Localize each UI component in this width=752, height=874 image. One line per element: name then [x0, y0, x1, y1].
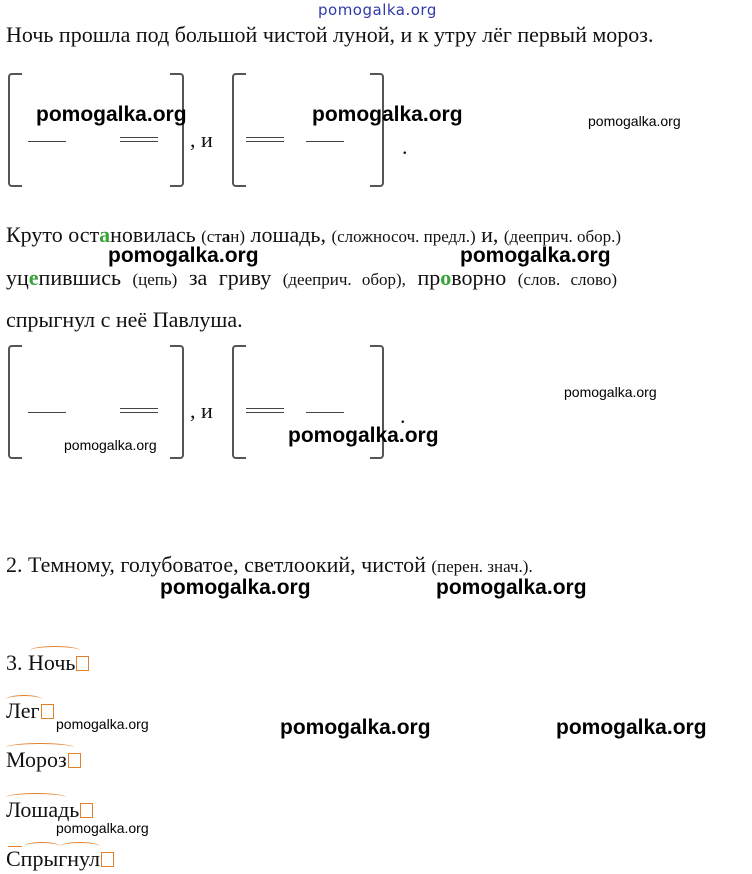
- root-arc-icon: [6, 743, 74, 752]
- watermark: pomogalka.org: [312, 103, 463, 126]
- root-arc-icon: [6, 695, 42, 704]
- bracket-left: [8, 73, 22, 187]
- predicate-line: [120, 137, 158, 142]
- subject-line: [28, 141, 66, 142]
- bracket-left: [232, 73, 246, 187]
- ending-icon: [68, 753, 81, 768]
- sentence-1: Ночь прошла под большой чистой луной, и к утру лёг первый мороз.: [6, 22, 654, 47]
- bracket-left: [8, 345, 22, 459]
- watermark: pomogalka.org: [64, 437, 157, 453]
- task-3-word-2: Лег: [6, 698, 54, 724]
- sentence-2-line-2: уцепившись (цепь) за гриву (дееприч. обор), проворно (слов. слово): [6, 265, 618, 290]
- conjunction-and: , и: [190, 398, 213, 423]
- sentence-2-line-1: Круто остановилась (стан) лошадь, (сложносоч. предл.) и, (дееприч. обор.): [6, 222, 622, 247]
- task-3-word-4: Лошадь: [6, 797, 93, 823]
- suffix-arc-icon: [60, 842, 100, 851]
- ending-icon: [41, 704, 54, 719]
- prefix-icon: [8, 846, 22, 847]
- root-arc-icon: [30, 646, 80, 655]
- subject-line: [306, 412, 344, 413]
- conjunction-and: , и: [190, 127, 213, 152]
- watermark: pomogalka.org: [160, 576, 311, 599]
- watermark: pomogalka.org: [56, 716, 149, 732]
- sentence-2-line-3: спрыгнул с неё Павлуша.: [6, 307, 243, 332]
- task-3-word-3: Мороз: [6, 747, 81, 773]
- bracket-left: [232, 345, 246, 459]
- bracket-right: [370, 73, 384, 187]
- task-3-word-1: 3. Ночь: [6, 650, 89, 676]
- watermark: pomogalka.org: [436, 576, 587, 599]
- watermark: pomogalka.org: [460, 244, 611, 267]
- scheme-period: .: [402, 134, 408, 159]
- ending-icon: [101, 852, 114, 867]
- watermark: pomogalka.org: [280, 716, 431, 739]
- watermark: pomogalka.org: [56, 820, 149, 836]
- predicate-line: [246, 408, 284, 413]
- watermark: pomogalka.org: [288, 424, 439, 447]
- site-header-logo[interactable]: pomogalka.org: [318, 1, 437, 19]
- predicate-line: [120, 408, 158, 413]
- watermark: pomogalka.org: [564, 384, 657, 400]
- root-arc-icon: [6, 793, 66, 802]
- watermark: pomogalka.org: [588, 113, 681, 129]
- root-arc-icon: [24, 842, 60, 851]
- task-3-word-5: Спрыгнул: [6, 846, 114, 872]
- subject-line: [28, 412, 66, 413]
- subject-line: [306, 141, 344, 142]
- watermark: pomogalka.org: [108, 244, 259, 267]
- bracket-right: [170, 345, 184, 459]
- ending-icon: [76, 656, 89, 671]
- bracket-right: [170, 73, 184, 187]
- task-2: 2. Темному, голубоватое, светлоокий, чистой (перен. знач.).: [6, 552, 533, 577]
- scheme-period: .: [400, 403, 406, 428]
- watermark: pomogalka.org: [36, 103, 187, 126]
- ending-icon: [80, 803, 93, 818]
- predicate-line: [246, 137, 284, 142]
- watermark: pomogalka.org: [556, 716, 707, 739]
